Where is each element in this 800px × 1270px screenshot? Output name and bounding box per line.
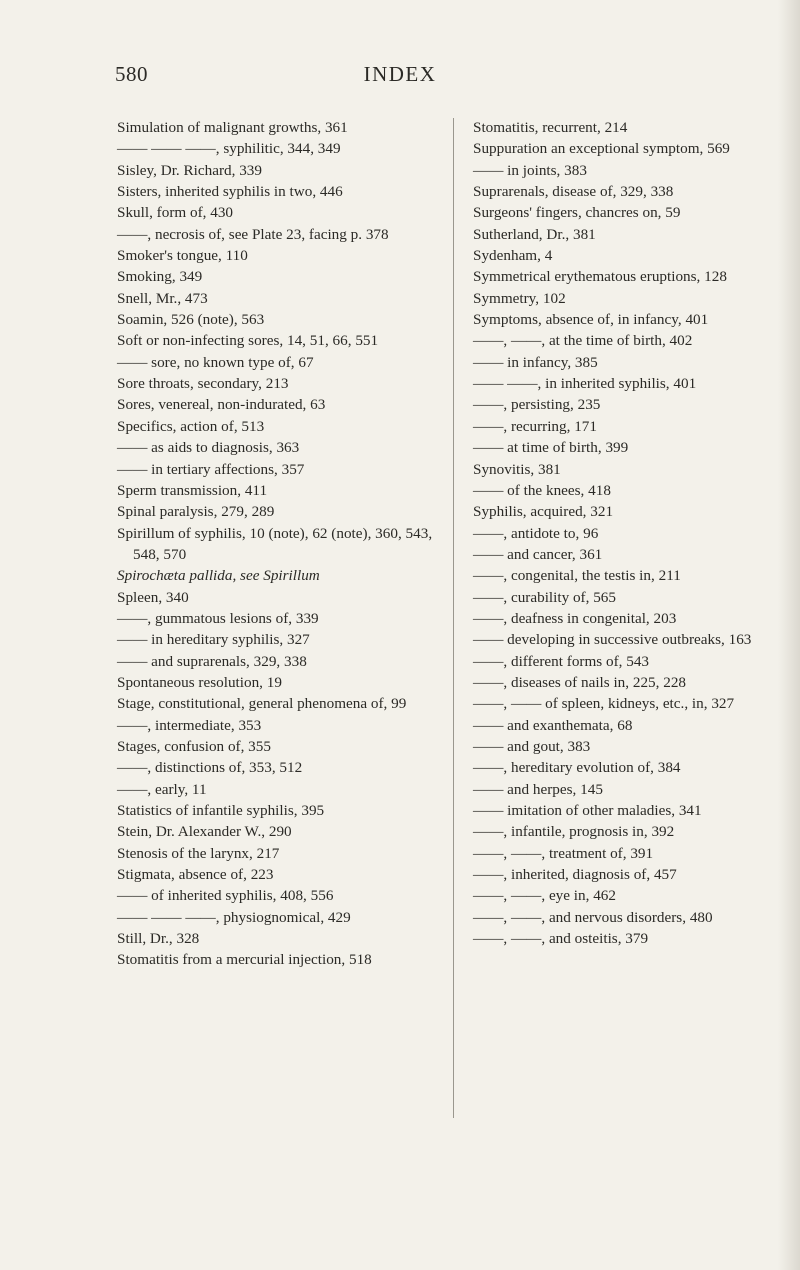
index-entry: ——, ——, and nervous disorders, 480 (473, 908, 713, 926)
index-entry: —— —— ——, physiognomical, 429 (117, 908, 351, 926)
index-entry: Spleen, 340 (117, 588, 189, 606)
index-entry: ——, hereditary evolution of, 384 (473, 759, 681, 777)
index-entry: ——, infantile, prognosis in, 392 (473, 823, 675, 841)
index-entry: Sores, venereal, non-indurated, 63 (117, 396, 326, 414)
index-entry: ——, ——, eye in, 462 (473, 887, 616, 905)
index-entry: ——, persisting, 235 (473, 396, 601, 414)
index-entry: Soamin, 526 (note), 563 (117, 311, 265, 329)
index-entry: Stigmata, absence of, 223 (117, 866, 274, 884)
index-entry: ——, inherited, diagnosis of, 457 (473, 866, 677, 884)
index-entry: —— in infancy, 385 (473, 353, 598, 371)
index-entry: —— at time of birth, 399 (473, 439, 629, 457)
index-entry: ——, recurring, 171 (473, 417, 597, 435)
page-title: INDEX (363, 62, 437, 86)
index-entry: —— in tertiary affections, 357 (117, 460, 305, 478)
index-entry: Spinal paralysis, 279, 289 (117, 503, 275, 521)
index-entry: —— and cancer, 361 (473, 545, 603, 563)
index-entry: —— ——, in inherited syphilis, 401 (473, 375, 697, 393)
index-entry: Sisley, Dr. Richard, 339 (117, 161, 262, 179)
index-entry: Suprarenals, disease of, 329, 338 (473, 183, 674, 201)
index-entry: ——, deafness in congenital, 203 (473, 609, 677, 627)
index-entry: —— of inherited syphilis, 408, 556 (117, 887, 334, 905)
index-entry: Symptoms, absence of, in infancy, 401 (473, 311, 709, 329)
index-entry: Symmetry, 102 (473, 289, 566, 307)
index-entry: ——, ——, and osteitis, 379 (473, 930, 649, 948)
index-entry: Spirillum of syphilis, 10 (note), 62 (note), 360, 543, 548, 570 (117, 524, 433, 563)
index-entry: —— sore, no known type of, 67 (117, 353, 314, 371)
index-entry: Symmetrical erythematous eruptions, 128 (473, 268, 727, 286)
index-entry: ——, antidote to, 96 (473, 524, 599, 542)
index-entry: Simulation of malignant growths, 361 (117, 119, 348, 136)
index-entry: Smoking, 349 (117, 268, 203, 286)
index-entry: Sore throats, secondary, 213 (117, 375, 289, 393)
index-entry: Specifics, action of, 513 (117, 417, 265, 435)
index-entry: Stage, constitutional, general phenomena of, 99 (117, 695, 407, 713)
index-entry: —— and exanthemata, 68 (473, 716, 633, 734)
index-entry: Stenosis of the larynx, 217 (117, 844, 280, 862)
index-entry: ——, —— of spleen, kidneys, etc., in, 327 (473, 695, 735, 713)
index-entry: Spirochæta pallida, see Spirillum (117, 567, 320, 585)
index-entry: —— as aids to diagnosis, 363 (117, 439, 300, 457)
index-entry: Stomatitis from a mercurial injection, 518 (117, 951, 372, 969)
index-entry: —— and herpes, 145 (473, 780, 603, 798)
index-entry: ——, curability of, 565 (473, 588, 616, 606)
index-entry: ——, early, 11 (117, 780, 207, 798)
index-entry: Suppuration an exceptional symptom, 569 (473, 140, 730, 158)
index-entry: Smoker's tongue, 110 (117, 247, 248, 265)
index-entry: ——, different forms of, 543 (473, 652, 650, 670)
index-column-left (117, 117, 435, 971)
index-entry: —— and suprarenals, 329, 338 (117, 652, 307, 670)
index-entry: Sutherland, Dr., 381 (473, 225, 596, 243)
index-entry: —— imitation of other maladies, 341 (473, 802, 702, 819)
index-entry: Skull, form of, 430 (117, 204, 234, 222)
index-entry: —— and gout, 383 (473, 737, 591, 755)
index-entry: Soft or non-infecting sores, 14, 51, 66, 551 (117, 332, 379, 350)
index-column-right (473, 117, 793, 949)
index-entry: Spontaneous resolution, 19 (117, 673, 282, 691)
index-entry: ——, ——, treatment of, 391 (473, 844, 654, 862)
index-entry: ——, necrosis of, see Plate 23, facing p. 378 (117, 225, 389, 243)
index-entry: Sydenham, 4 (473, 247, 553, 265)
index-entry: ——, diseases of nails in, 225, 228 (473, 673, 687, 691)
index-entry: —— —— ——, syphilitic, 344, 349 (117, 140, 341, 158)
index-entry: Syphilis, acquired, 321 (473, 503, 614, 521)
index-entry: ——, congenital, the testis in, 211 (473, 567, 681, 585)
index-entry: —— in hereditary syphilis, 327 (117, 631, 310, 649)
index-entry: Snell, Mr., 473 (117, 289, 208, 307)
index-entry: Synovitis, 381 (473, 460, 561, 478)
index-entry: Surgeons' fingers, chancres on, 59 (473, 204, 681, 222)
page-header (0, 62, 800, 92)
index-entry: ——, distinctions of, 353, 512 (117, 759, 303, 777)
index-entry: —— developing in successive outbreaks, 163 (473, 631, 752, 649)
index-entry: ——, gummatous lesions of, 339 (117, 609, 319, 627)
index-entry: —— of the knees, 418 (473, 481, 611, 499)
column-divider (453, 118, 454, 1118)
index-entry: ——, ——, at the time of birth, 402 (473, 332, 693, 350)
index-entry: Still, Dr., 328 (117, 930, 200, 948)
index-entry: —— in joints, 383 (473, 161, 587, 179)
index-entry: Sperm transmission, 411 (117, 481, 268, 499)
index-entry: Stomatitis, recurrent, 214 (473, 119, 628, 136)
page-number: 580 (115, 62, 148, 86)
index-entry: Stages, confusion of, 355 (117, 737, 271, 755)
index-entry: ——, intermediate, 353 (117, 716, 262, 734)
index-entry: Stein, Dr. Alexander W., 290 (117, 823, 292, 841)
index-entry: Sisters, inherited syphilis in two, 446 (117, 183, 343, 201)
index-entry: Statistics of infantile syphilis, 395 (117, 802, 325, 819)
